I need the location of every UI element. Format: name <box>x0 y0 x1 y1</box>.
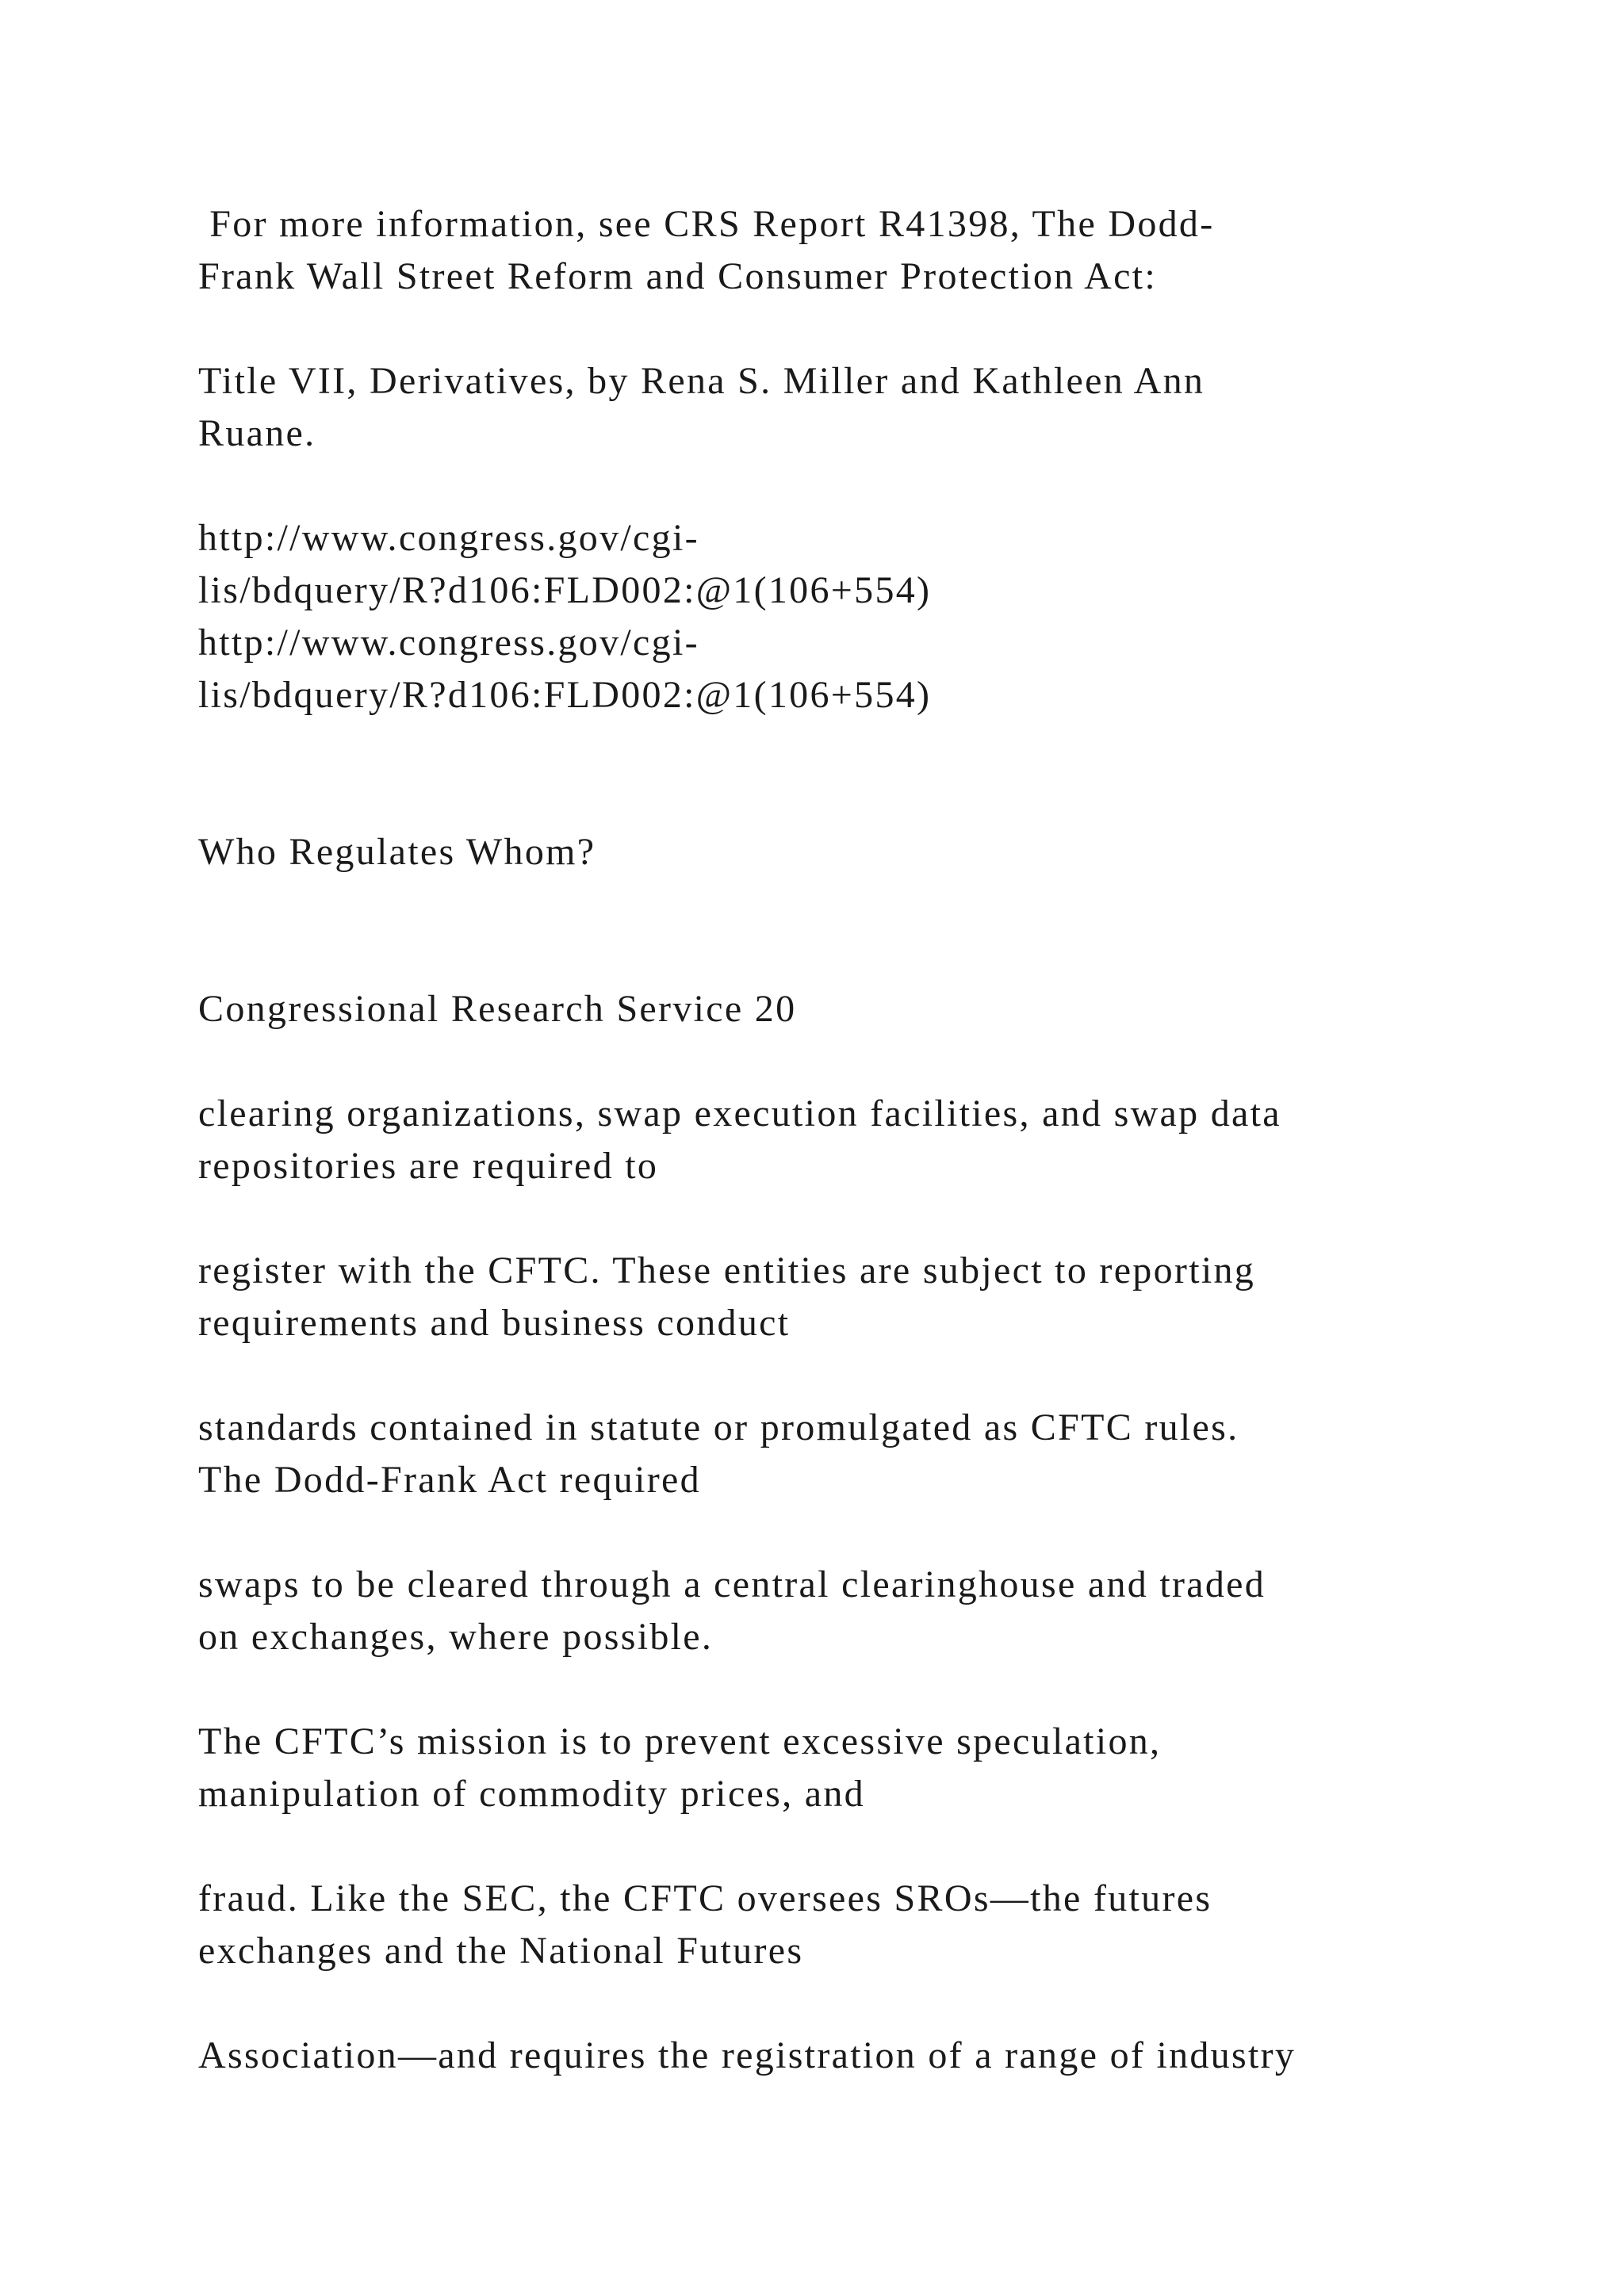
text-line: The Dodd-Frank Act required <box>198 1459 701 1501</box>
text-line: register with the CFTC. These entities are subject to reporting <box>198 1249 1256 1292</box>
text-line: Association—and requires the registration of a range of industry <box>198 2034 1297 2076</box>
url-line[interactable]: http://www.congress.gov/cgi- <box>198 622 699 664</box>
url-line[interactable]: lis/bdquery/R?d106:FLD002:@1(106+554) <box>198 569 932 611</box>
text-line: Frank Wall Street Reform and Consumer Protection Act: <box>198 255 1157 297</box>
text-line: on exchanges, where possible. <box>198 1616 714 1658</box>
text-line: exchanges and the National Futures <box>198 1930 804 1972</box>
text-line: The CFTC’s mission is to prevent excessive speculation, <box>198 1720 1162 1762</box>
text-line: clearing organizations, swap execution facilities, and swap data <box>198 1093 1281 1135</box>
text-line: standards contained in statute or promulgated as CFTC rules. <box>198 1406 1239 1448</box>
text-line: swaps to be cleared through a central clearinghouse and traded <box>198 1563 1266 1605</box>
url-line[interactable]: lis/bdquery/R?d106:FLD002:@1(106+554) <box>198 674 932 716</box>
text-line: Ruane. <box>198 412 316 454</box>
page-footer: Congressional Research Service 20 <box>198 988 797 1030</box>
section-heading: Who Regulates Whom? <box>198 831 596 873</box>
text-line: repositories are required to <box>198 1145 659 1187</box>
text-line: For more information, see CRS Report R41398, The Dodd- <box>198 203 1215 245</box>
url-line[interactable]: http://www.congress.gov/cgi- <box>198 517 699 559</box>
text-line: Title VII, Derivatives, by Rena S. Miller and Kathleen Ann <box>198 360 1205 402</box>
text-line: requirements and business conduct <box>198 1302 791 1344</box>
text-line: fraud. Like the SEC, the CFTC oversees SROs—the futures <box>198 1877 1212 1919</box>
text-line: manipulation of commodity prices, and <box>198 1773 865 1815</box>
